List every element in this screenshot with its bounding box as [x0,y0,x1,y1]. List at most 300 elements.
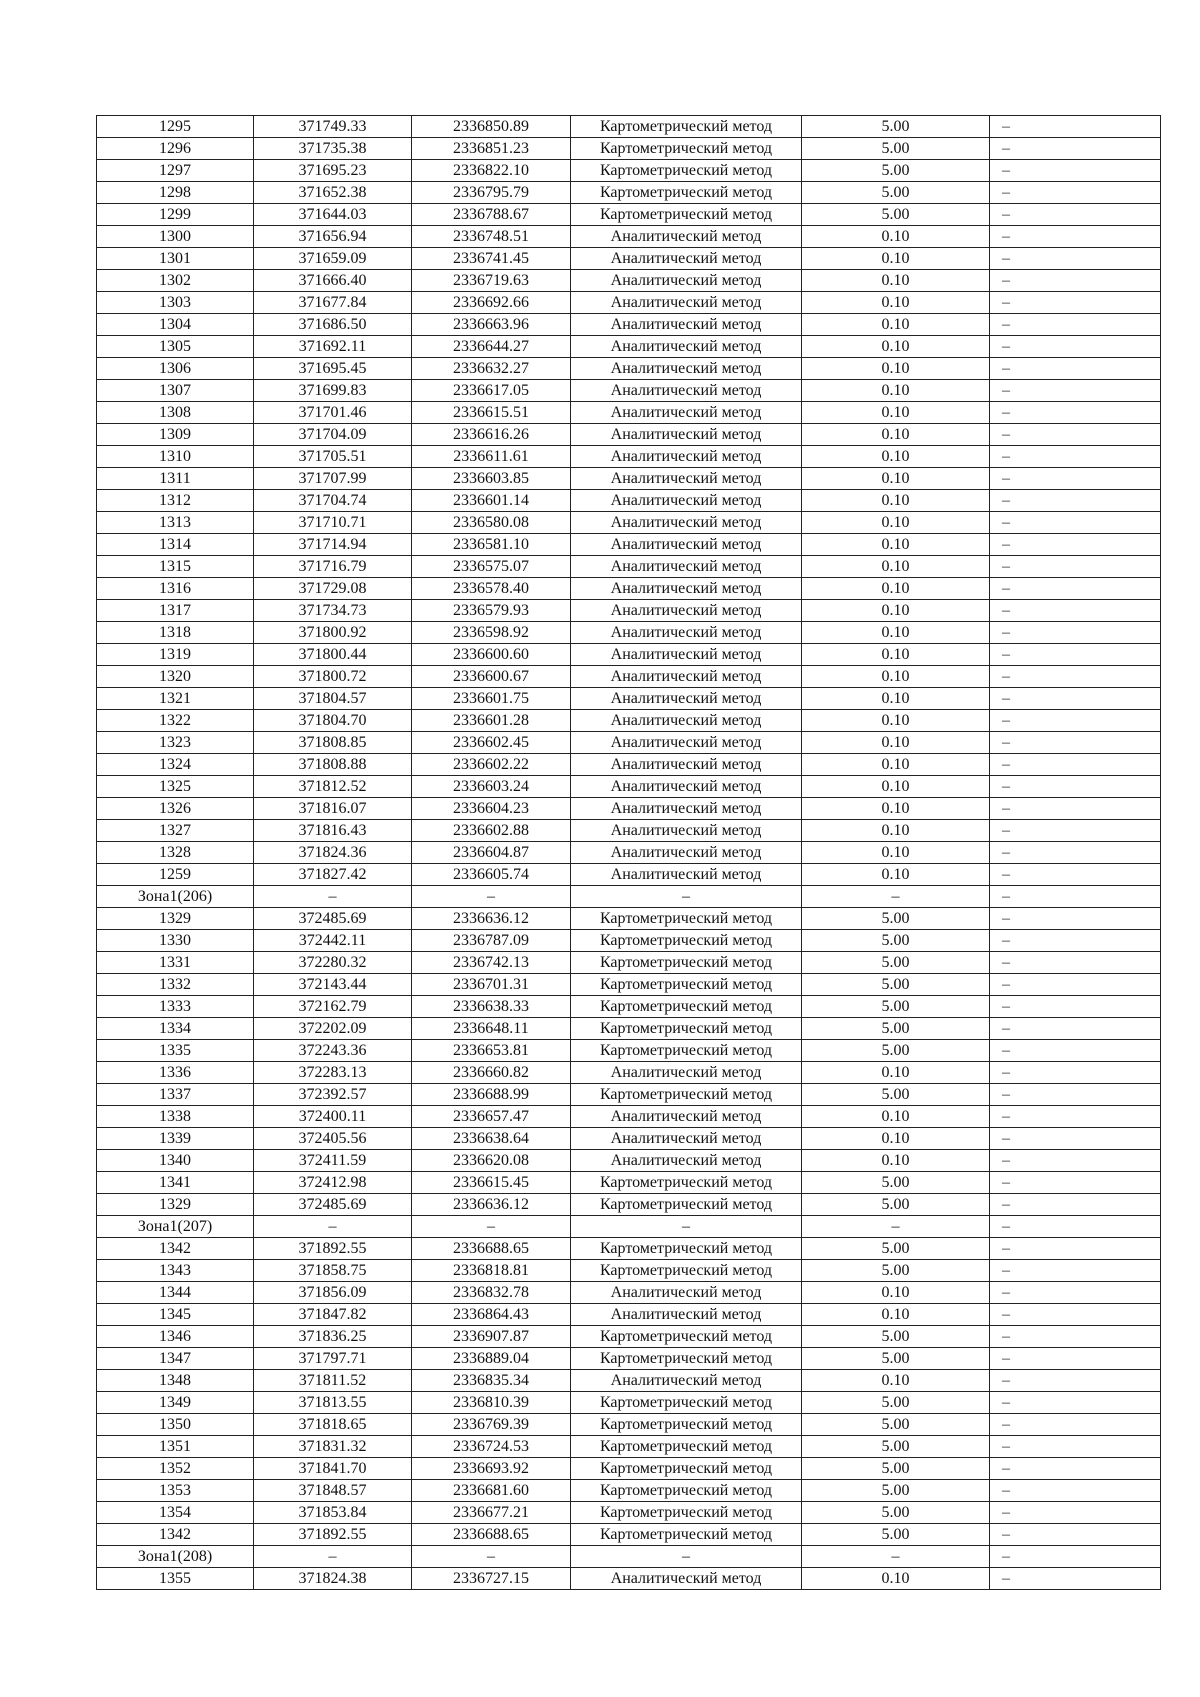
table-row [97,1194,1161,1216]
y-coordinate-cell: 2336636.12 [412,1194,571,1216]
method-cell: Картометрический метод [571,1414,802,1436]
y-coordinate-cell: 2336615.51 [412,402,571,424]
method-cell: Аналитический метод [571,512,802,534]
x-coordinate-cell: 371729.08 [254,578,412,600]
method-cell: Картометрический метод [571,1502,802,1524]
accuracy-cell: 5.00 [802,1524,990,1546]
method-cell: Аналитический метод [571,358,802,380]
point-number-cell: 1345 [97,1304,254,1326]
method-cell: Аналитический метод [571,424,802,446]
point-number-cell: 1319 [97,644,254,666]
note-cell: – [990,666,1161,688]
table-row [97,776,1161,798]
point-number-cell: 1312 [97,490,254,512]
accuracy-cell: 0.10 [802,534,990,556]
method-cell: Картометрический метод [571,1458,802,1480]
table-row [97,160,1161,182]
x-coordinate-cell: 372283.13 [254,1062,412,1084]
table-row [97,600,1161,622]
point-number-cell: 1331 [97,952,254,974]
y-coordinate-cell: 2336832.78 [412,1282,571,1304]
method-cell: Аналитический метод [571,1128,802,1150]
method-cell: Аналитический метод [571,864,802,886]
accuracy-cell: 0.10 [802,358,990,380]
x-coordinate-cell: 372143.44 [254,974,412,996]
y-coordinate-cell: 2336644.27 [412,336,571,358]
point-number-cell: 1321 [97,688,254,710]
point-number-cell: 1336 [97,1062,254,1084]
method-cell: Аналитический метод [571,534,802,556]
accuracy-cell: 5.00 [802,1194,990,1216]
accuracy-cell: 0.10 [802,424,990,446]
x-coordinate-cell: 371812.52 [254,776,412,798]
method-cell: Картометрический метод [571,1436,802,1458]
method-cell: Аналитический метод [571,688,802,710]
note-cell: – [990,578,1161,600]
accuracy-cell: 0.10 [802,226,990,248]
y-coordinate-cell: 2336795.79 [412,182,571,204]
point-number-cell: 1311 [97,468,254,490]
x-coordinate-cell: 371824.38 [254,1568,412,1590]
x-coordinate-cell: 371856.09 [254,1282,412,1304]
x-coordinate-cell: 372243.36 [254,1040,412,1062]
y-coordinate-cell: 2336742.13 [412,952,571,974]
note-cell: – [990,1392,1161,1414]
y-coordinate-cell: 2336636.12 [412,908,571,930]
note-cell: – [990,1436,1161,1458]
x-coordinate-cell: 372485.69 [254,1194,412,1216]
table-row [97,402,1161,424]
accuracy-cell: 0.10 [802,446,990,468]
accuracy-cell: 5.00 [802,1326,990,1348]
point-number-cell: 1313 [97,512,254,534]
y-coordinate-cell: 2336604.23 [412,798,571,820]
note-cell: – [990,182,1161,204]
note-cell: – [990,886,1161,908]
note-cell: – [990,864,1161,886]
note-cell: – [990,248,1161,270]
x-coordinate-cell: 371824.36 [254,842,412,864]
accuracy-cell: 5.00 [802,1502,990,1524]
table-row [97,688,1161,710]
x-coordinate-cell: 371692.11 [254,336,412,358]
table-row [97,1436,1161,1458]
note-cell: – [990,424,1161,446]
note-cell: – [990,754,1161,776]
method-cell: Картометрический метод [571,930,802,952]
table-row [97,1216,1161,1238]
method-cell: Аналитический метод [571,1062,802,1084]
y-coordinate-cell: 2336822.10 [412,160,571,182]
table-row [97,380,1161,402]
accuracy-cell: 5.00 [802,116,990,138]
point-number-cell: 1342 [97,1238,254,1260]
table-row [97,1150,1161,1172]
table-row [97,1348,1161,1370]
x-coordinate-cell: 371853.84 [254,1502,412,1524]
method-cell: Аналитический метод [571,798,802,820]
method-cell: Картометрический метод [571,116,802,138]
table-row [97,1062,1161,1084]
x-coordinate-cell: 372442.11 [254,930,412,952]
point-number-cell: 1314 [97,534,254,556]
table-row [97,1128,1161,1150]
x-coordinate-cell: 371827.42 [254,864,412,886]
note-cell: – [990,512,1161,534]
point-number-cell: 1299 [97,204,254,226]
point-number-cell: 1325 [97,776,254,798]
method-cell: Аналитический метод [571,402,802,424]
note-cell: – [990,1040,1161,1062]
point-number-cell: 1346 [97,1326,254,1348]
note-cell: – [990,1370,1161,1392]
note-cell: – [990,468,1161,490]
accuracy-cell: 0.10 [802,1282,990,1304]
method-cell: – [571,1546,802,1568]
point-number-cell: 1334 [97,1018,254,1040]
y-coordinate-cell: 2336660.82 [412,1062,571,1084]
y-coordinate-cell: 2336741.45 [412,248,571,270]
x-coordinate-cell: 372411.59 [254,1150,412,1172]
accuracy-cell: 5.00 [802,1260,990,1282]
accuracy-cell: 0.10 [802,490,990,512]
x-coordinate-cell: 371800.92 [254,622,412,644]
method-cell: Аналитический метод [571,446,802,468]
accuracy-cell: 0.10 [802,820,990,842]
accuracy-cell: 0.10 [802,1150,990,1172]
accuracy-cell: 0.10 [802,292,990,314]
x-coordinate-cell: 371686.50 [254,314,412,336]
point-number-cell: 1308 [97,402,254,424]
x-coordinate-cell: 371841.70 [254,1458,412,1480]
table-row [97,248,1161,270]
point-number-cell: 1341 [97,1172,254,1194]
note-cell: – [990,1106,1161,1128]
y-coordinate-cell: – [412,1546,571,1568]
method-cell: Аналитический метод [571,666,802,688]
point-number-cell: 1296 [97,138,254,160]
x-coordinate-cell: 371816.43 [254,820,412,842]
note-cell: – [990,1480,1161,1502]
accuracy-cell: 5.00 [802,160,990,182]
x-coordinate-cell: 372280.32 [254,952,412,974]
point-number-cell: 1327 [97,820,254,842]
y-coordinate-cell: 2336818.81 [412,1260,571,1282]
method-cell: Аналитический метод [571,270,802,292]
table-row [97,974,1161,996]
x-coordinate-cell: 371858.75 [254,1260,412,1282]
note-cell: – [990,1282,1161,1304]
coordinates-table [96,115,1161,1590]
point-number-cell: 1343 [97,1260,254,1282]
table-row [97,336,1161,358]
y-coordinate-cell: 2336601.14 [412,490,571,512]
y-coordinate-cell: 2336600.67 [412,666,571,688]
method-cell: Аналитический метод [571,248,802,270]
y-coordinate-cell: 2336598.92 [412,622,571,644]
accuracy-cell: 0.10 [802,754,990,776]
method-cell: Картометрический метод [571,1392,802,1414]
table-row [97,1084,1161,1106]
y-coordinate-cell: 2336864.43 [412,1304,571,1326]
y-coordinate-cell: 2336889.04 [412,1348,571,1370]
accuracy-cell: – [802,1216,990,1238]
x-coordinate-cell: 372400.11 [254,1106,412,1128]
point-number-cell: 1320 [97,666,254,688]
point-number-cell: 1298 [97,182,254,204]
table-row [97,1172,1161,1194]
y-coordinate-cell: 2336615.45 [412,1172,571,1194]
accuracy-cell: 0.10 [802,688,990,710]
point-number-cell: 1352 [97,1458,254,1480]
x-coordinate-cell: 371710.71 [254,512,412,534]
accuracy-cell: 0.10 [802,1370,990,1392]
table-row [97,930,1161,952]
accuracy-cell: 0.10 [802,842,990,864]
x-coordinate-cell: 371804.70 [254,710,412,732]
y-coordinate-cell: 2336701.31 [412,974,571,996]
table-row [97,1502,1161,1524]
table-row [97,1040,1161,1062]
accuracy-cell: 0.10 [802,600,990,622]
point-number-cell: 1329 [97,1194,254,1216]
accuracy-cell: 5.00 [802,908,990,930]
x-coordinate-cell: 371813.55 [254,1392,412,1414]
table-row [97,1282,1161,1304]
note-cell: – [990,1524,1161,1546]
method-cell: Аналитический метод [571,710,802,732]
accuracy-cell: 0.10 [802,270,990,292]
y-coordinate-cell: 2336602.88 [412,820,571,842]
y-coordinate-cell: 2336581.10 [412,534,571,556]
table-row [97,1568,1161,1590]
note-cell: – [990,776,1161,798]
y-coordinate-cell: 2336724.53 [412,1436,571,1458]
note-cell: – [990,1326,1161,1348]
table-row [97,1260,1161,1282]
accuracy-cell: 0.10 [802,380,990,402]
method-cell: Аналитический метод [571,314,802,336]
x-coordinate-cell: – [254,1546,412,1568]
y-coordinate-cell: 2336602.45 [412,732,571,754]
point-number-cell: 1348 [97,1370,254,1392]
x-coordinate-cell: 371818.65 [254,1414,412,1436]
point-number-cell: 1323 [97,732,254,754]
accuracy-cell: 5.00 [802,1238,990,1260]
y-coordinate-cell: 2336692.66 [412,292,571,314]
table-row [97,226,1161,248]
method-cell: Аналитический метод [571,644,802,666]
x-coordinate-cell: 371836.25 [254,1326,412,1348]
note-cell: – [990,622,1161,644]
x-coordinate-cell: 371892.55 [254,1524,412,1546]
method-cell: Картометрический метод [571,1040,802,1062]
y-coordinate-cell: 2336603.24 [412,776,571,798]
table-row [97,116,1161,138]
y-coordinate-cell: 2336688.65 [412,1238,571,1260]
accuracy-cell: 5.00 [802,1040,990,1062]
accuracy-cell: 0.10 [802,248,990,270]
y-coordinate-cell: 2336616.26 [412,424,571,446]
method-cell: Аналитический метод [571,1150,802,1172]
table-row [97,1524,1161,1546]
table-row [97,270,1161,292]
method-cell: Картометрический метод [571,1194,802,1216]
point-number-cell: 1337 [97,1084,254,1106]
table-row [97,534,1161,556]
accuracy-cell: 5.00 [802,1172,990,1194]
note-cell: – [990,380,1161,402]
accuracy-cell: 0.10 [802,578,990,600]
note-cell: – [990,1216,1161,1238]
accuracy-cell: 0.10 [802,1304,990,1326]
y-coordinate-cell: 2336657.47 [412,1106,571,1128]
x-coordinate-cell: 372162.79 [254,996,412,1018]
x-coordinate-cell: 371804.57 [254,688,412,710]
point-number-cell: 1349 [97,1392,254,1414]
method-cell: Картометрический метод [571,1238,802,1260]
table-row [97,908,1161,930]
x-coordinate-cell: 371847.82 [254,1304,412,1326]
method-cell: Аналитический метод [571,732,802,754]
point-number-cell: 1316 [97,578,254,600]
note-cell: – [990,644,1161,666]
method-cell: Картометрический метод [571,204,802,226]
note-cell: – [990,1238,1161,1260]
x-coordinate-cell: 371800.44 [254,644,412,666]
note-cell: – [990,600,1161,622]
point-number-cell: 1309 [97,424,254,446]
x-coordinate-cell: 371705.51 [254,446,412,468]
method-cell: Аналитический метод [571,226,802,248]
x-coordinate-cell: 371666.40 [254,270,412,292]
note-cell: – [990,732,1161,754]
accuracy-cell: 0.10 [802,622,990,644]
note-cell: – [990,798,1161,820]
x-coordinate-cell: 371734.73 [254,600,412,622]
table-row [97,446,1161,468]
note-cell: – [990,116,1161,138]
point-number-cell: 1317 [97,600,254,622]
point-number-cell: 1318 [97,622,254,644]
table-row [97,886,1161,908]
accuracy-cell: 0.10 [802,512,990,534]
point-number-cell: 1350 [97,1414,254,1436]
y-coordinate-cell: 2336632.27 [412,358,571,380]
x-coordinate-cell: – [254,1216,412,1238]
y-coordinate-cell: 2336693.92 [412,1458,571,1480]
table-row [97,512,1161,534]
y-coordinate-cell: 2336638.64 [412,1128,571,1150]
note-cell: – [990,204,1161,226]
table-row [97,622,1161,644]
accuracy-cell: 5.00 [802,1458,990,1480]
accuracy-cell: 0.10 [802,710,990,732]
x-coordinate-cell: 371677.84 [254,292,412,314]
accuracy-cell: 0.10 [802,402,990,424]
table-row [97,666,1161,688]
point-number-cell: 1305 [97,336,254,358]
table-row [97,1370,1161,1392]
table-row [97,204,1161,226]
point-number-cell: 1339 [97,1128,254,1150]
method-cell: Аналитический метод [571,1106,802,1128]
y-coordinate-cell: 2336611.61 [412,446,571,468]
y-coordinate-cell: 2336605.74 [412,864,571,886]
table-row [97,996,1161,1018]
note-cell: – [990,226,1161,248]
point-number-cell: 1338 [97,1106,254,1128]
accuracy-cell: 5.00 [802,1084,990,1106]
method-cell: Картометрический метод [571,1480,802,1502]
point-number-cell: Зона1(208) [97,1546,254,1568]
method-cell: Картометрический метод [571,1172,802,1194]
accuracy-cell: 0.10 [802,776,990,798]
accuracy-cell: 0.10 [802,468,990,490]
accuracy-cell: 5.00 [802,1018,990,1040]
table-row [97,952,1161,974]
note-cell: – [990,1458,1161,1480]
note-cell: – [990,1260,1161,1282]
y-coordinate-cell: 2336603.85 [412,468,571,490]
method-cell: Картометрический метод [571,1018,802,1040]
table-row [97,556,1161,578]
table-row [97,798,1161,820]
table-row [97,1480,1161,1502]
table-row [97,292,1161,314]
x-coordinate-cell: 371831.32 [254,1436,412,1458]
accuracy-cell: 5.00 [802,974,990,996]
method-cell: Картометрический метод [571,1084,802,1106]
table-row [97,424,1161,446]
method-cell: Аналитический метод [571,292,802,314]
y-coordinate-cell: 2336663.96 [412,314,571,336]
y-coordinate-cell: 2336688.65 [412,1524,571,1546]
accuracy-cell: – [802,1546,990,1568]
y-coordinate-cell: 2336907.87 [412,1326,571,1348]
accuracy-cell: 5.00 [802,204,990,226]
table-row [97,490,1161,512]
point-number-cell: 1324 [97,754,254,776]
accuracy-cell: 5.00 [802,1414,990,1436]
y-coordinate-cell: 2336788.67 [412,204,571,226]
method-cell: Аналитический метод [571,336,802,358]
x-coordinate-cell: 371699.83 [254,380,412,402]
y-coordinate-cell: 2336835.34 [412,1370,571,1392]
table-row [97,578,1161,600]
point-number-cell: 1354 [97,1502,254,1524]
table-row [97,138,1161,160]
method-cell: Аналитический метод [571,820,802,842]
point-number-cell: 1355 [97,1568,254,1590]
accuracy-cell: 5.00 [802,1392,990,1414]
table-row [97,1326,1161,1348]
x-coordinate-cell: 371848.57 [254,1480,412,1502]
point-number-cell: 1347 [97,1348,254,1370]
note-cell: – [990,974,1161,996]
accuracy-cell: 5.00 [802,1480,990,1502]
method-cell: Картометрический метод [571,974,802,996]
accuracy-cell: 5.00 [802,996,990,1018]
y-coordinate-cell: 2336648.11 [412,1018,571,1040]
method-cell: Картометрический метод [571,138,802,160]
table-row [97,754,1161,776]
y-coordinate-cell: 2336748.51 [412,226,571,248]
y-coordinate-cell: 2336688.99 [412,1084,571,1106]
method-cell: – [571,886,802,908]
accuracy-cell: 0.10 [802,1568,990,1590]
note-cell: – [990,1546,1161,1568]
